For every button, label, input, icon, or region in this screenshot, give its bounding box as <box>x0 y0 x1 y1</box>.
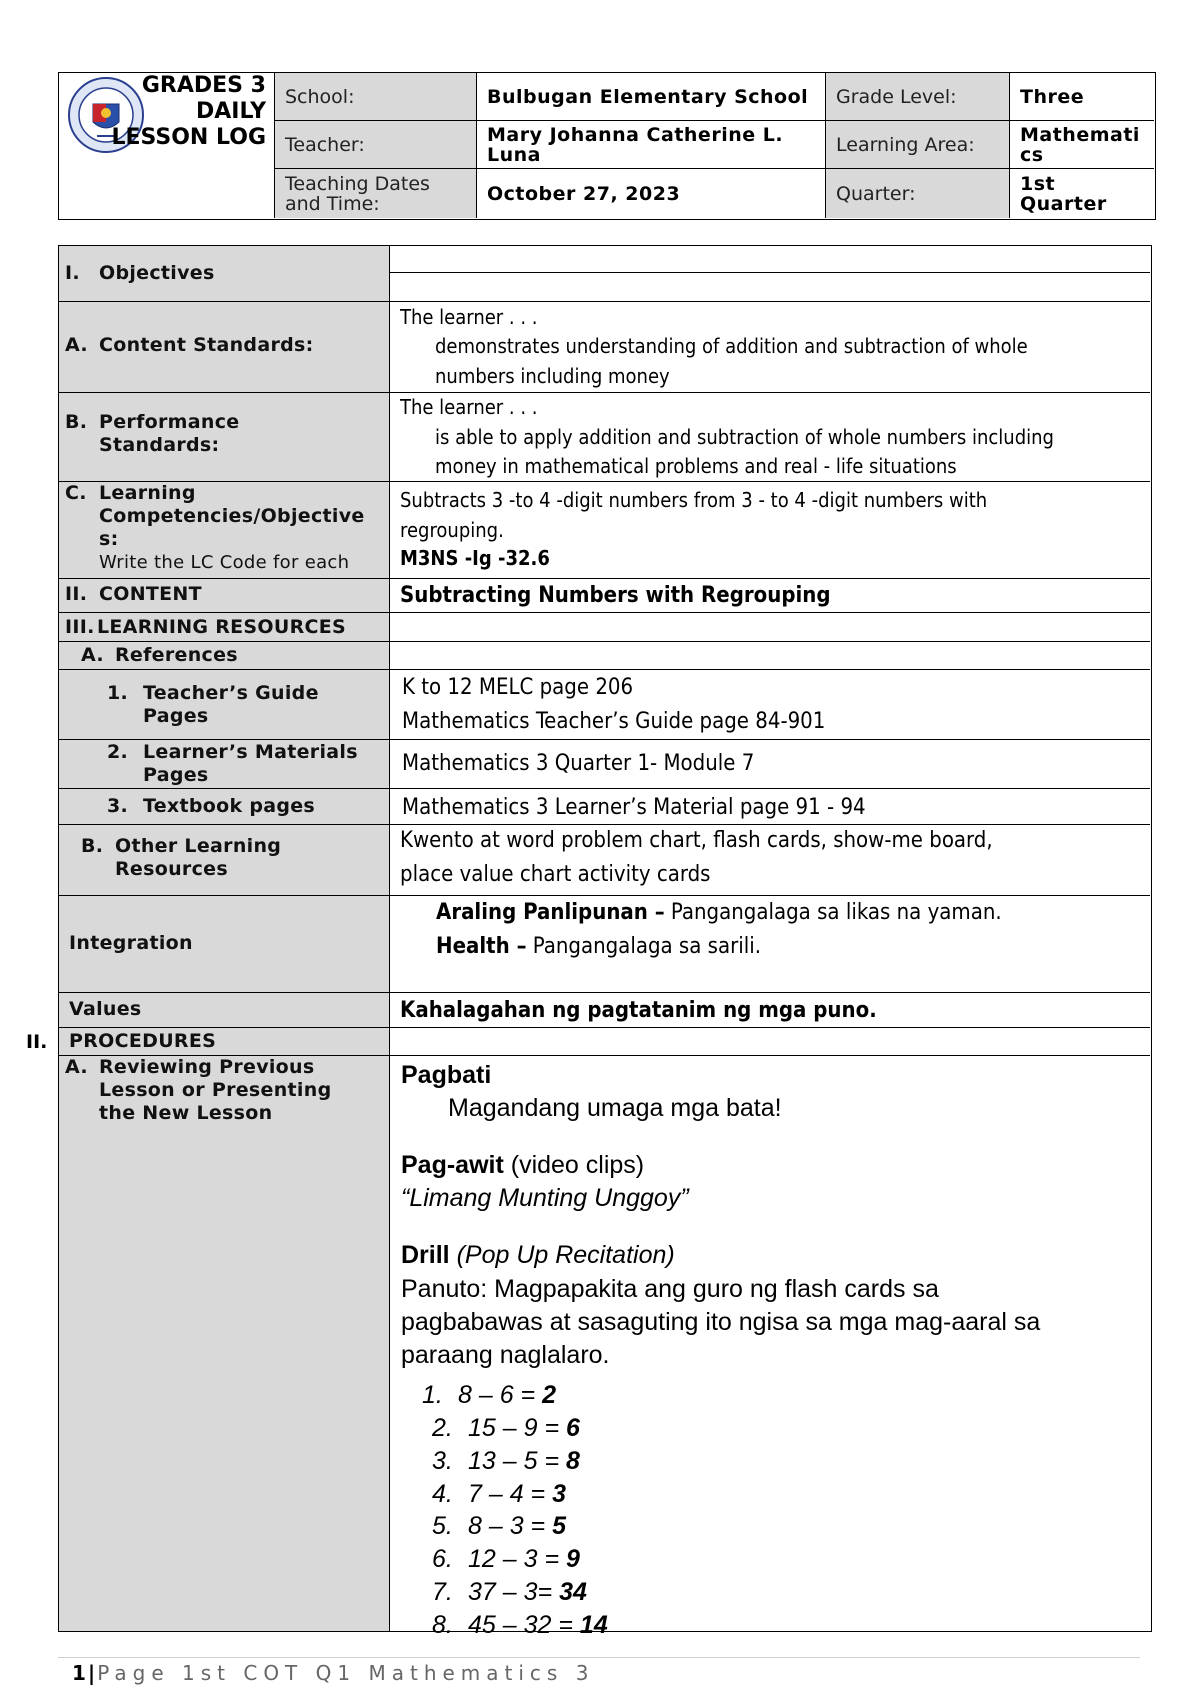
drill-item-num: 3. <box>432 1447 453 1475</box>
integration-row <box>59 896 1150 993</box>
performance-standards-label-1: Performance <box>99 411 240 433</box>
school-value: Bulbugan Elementary School <box>477 73 826 121</box>
learning-resources-num: III. <box>65 616 95 638</box>
other-resources-label-2: Resources <box>115 858 228 880</box>
references-num: A. <box>81 644 104 666</box>
performance-standards-num: B. <box>65 411 88 433</box>
content-value: Subtracting Numbers with Regrouping <box>400 583 831 608</box>
drill-item <box>432 1478 566 1511</box>
integration-text-2: Pangangalaga sa sarili. <box>526 934 762 959</box>
textbook-num: 3. <box>107 795 129 817</box>
drill-item <box>432 1445 580 1478</box>
performance-standards-line1: is able to apply addition and subtraction of whole numbers including <box>435 425 1054 449</box>
content-standards-label: Content Standards: <box>99 334 314 356</box>
drill-item-expr: 12 – 3 = <box>468 1545 560 1573</box>
objectives-row <box>59 246 1150 302</box>
objectives-num: I. <box>65 262 80 284</box>
song-note: (video clips) <box>503 1151 645 1179</box>
drill-instructions-2: pagbabawas at sasaguting ito ngisa sa mga mag-aaral sa <box>401 1308 1041 1336</box>
quarter-value: 1st Quarter <box>1020 172 1107 215</box>
drill-item-answer: 3 <box>552 1480 567 1508</box>
drill-item-expr: 8 – 6 = <box>458 1381 536 1409</box>
objectives-divider <box>390 272 1150 273</box>
teachers-guide-line2: Mathematics Teacher’s Guide page 84-901 <box>402 709 826 734</box>
textbook-value: Mathematics 3 Learner’s Material page 91 - 94 <box>402 795 866 820</box>
reviewing-label-1: Reviewing Previous <box>99 1056 315 1078</box>
other-resources-line1: Kwento at word problem chart, flash cards, show-me board, <box>400 828 993 853</box>
procedures-row <box>59 1028 1150 1056</box>
learners-materials-row <box>59 740 1150 789</box>
song-title: Pag-awit <box>401 1151 504 1179</box>
competencies-row <box>59 482 1150 579</box>
page-footer <box>72 1661 594 1685</box>
drill-item <box>432 1576 587 1609</box>
footer-rule <box>58 1657 1140 1658</box>
competencies-sub-label: Write the LC Code for each <box>99 552 350 573</box>
footer-sep: | <box>87 1661 98 1685</box>
song-name: “Limang Munting Unggoy” <box>401 1184 689 1212</box>
other-resources-row <box>59 825 1150 896</box>
drill-item-expr: 45 – 32 = <box>468 1611 573 1639</box>
integration-subject-2: Health – <box>436 934 527 959</box>
dates-label: Teaching Dates and Time: <box>275 169 477 218</box>
drill-item-answer: 5 <box>552 1512 567 1540</box>
title-box <box>59 73 275 218</box>
reviewing-label-2: Lesson or Presenting <box>99 1079 332 1101</box>
competencies-label-3: s: <box>99 528 119 550</box>
drill-item-num: 2. <box>432 1414 453 1442</box>
drill-note: (Pop Up Recitation) <box>449 1241 675 1269</box>
drill-item <box>422 1379 556 1412</box>
references-label: References <box>115 644 238 666</box>
drill-item-num: 7. <box>432 1578 453 1606</box>
teachers-guide-num: 1. <box>107 682 129 704</box>
teacher-value: Mary Johanna Catherine L. Luna <box>477 121 826 169</box>
header-table <box>58 72 1156 220</box>
greeting-title: Pagbati <box>401 1061 492 1089</box>
competencies-label-1: Learning <box>99 482 196 504</box>
drill-item <box>432 1412 580 1445</box>
learning-area-label: Learning Area: <box>826 121 1010 169</box>
competencies-line1: Subtracts 3 -to 4 -digit numbers from 3 - to 4 -digit numbers with <box>400 488 988 512</box>
learners-materials-value: Mathematics 3 Quarter 1- Module 7 <box>402 751 755 776</box>
other-resources-label-1: Other Learning <box>115 835 282 857</box>
title-line-3: LESSON LOG <box>111 125 266 150</box>
performance-standards-row <box>59 393 1150 482</box>
objectives-label: Objectives <box>99 262 215 284</box>
performance-standards-line2: money in mathematical problems and real - life situations <box>435 454 957 478</box>
other-resources-num: B. <box>81 835 104 857</box>
learning-resources-row <box>59 613 1150 642</box>
content-label: CONTENT <box>99 583 202 605</box>
content-standards-row <box>59 302 1150 393</box>
integration-subject-1: Araling Panlipunan – <box>436 900 665 925</box>
references-row <box>59 642 1150 670</box>
performance-standards-label-2: Standards: <box>99 434 220 456</box>
dates-value: October 27, 2023 <box>477 169 826 218</box>
drill-item-num: 6. <box>432 1545 453 1573</box>
teachers-guide-label-1: Teacher’s Guide <box>143 682 319 704</box>
drill-item-num: 5. <box>432 1512 453 1540</box>
content-row <box>59 579 1150 613</box>
learners-materials-label-1: Learner’s Materials <box>143 741 358 763</box>
school-label: School: <box>275 73 477 121</box>
drill-item-expr: 7 – 4 = <box>468 1480 546 1508</box>
title-line-2: DAILY <box>196 99 266 124</box>
learning-resources-label: LEARNING RESOURCES <box>97 616 347 638</box>
other-resources-line2: place value chart activity cards <box>400 862 711 887</box>
competencies-num: C. <box>65 482 87 504</box>
footer-text: Page 1st COT Q1 Mathematics 3 <box>97 1661 595 1685</box>
teacher-label: Teacher: <box>275 121 477 169</box>
reviewing-row <box>59 1056 1150 1639</box>
content-standards-line1: demonstrates understanding of addition and subtraction of whole <box>435 334 1028 358</box>
values-value: Kahalagahan ng pagtatanim ng mga puno. <box>400 998 877 1023</box>
learning-area-value: Mathematics <box>1010 121 1154 169</box>
reviewing-label-3: the New Lesson <box>99 1102 273 1124</box>
teachers-guide-line1: K to 12 MELC page 206 <box>402 675 634 700</box>
procedures-outside-num: II. <box>26 1031 48 1053</box>
drill-item-expr: 8 – 3 = <box>468 1512 546 1540</box>
drill-item <box>432 1543 580 1576</box>
drill-item-answer: 9 <box>566 1545 580 1573</box>
drill-item-expr: 15 – 9 = <box>468 1414 560 1442</box>
quarter-label: Quarter: <box>826 169 1010 218</box>
integration-label: Integration <box>69 932 193 954</box>
teachers-guide-label-2: Pages <box>143 705 209 727</box>
procedures-label: PROCEDURES <box>69 1030 217 1052</box>
content-num: II. <box>65 583 88 605</box>
drill-item-answer: 6 <box>566 1414 580 1442</box>
drill-item-num: 1. <box>422 1381 443 1409</box>
grade-level-label: Grade Level: <box>826 73 1010 121</box>
drill-item-num: 4. <box>432 1480 453 1508</box>
competencies-line2: regrouping. <box>400 518 504 542</box>
drill-item-expr: 37 – 3= <box>468 1578 553 1606</box>
teachers-guide-row <box>59 670 1150 740</box>
drill-item <box>432 1609 608 1642</box>
competencies-label-2: Competencies/Objective <box>99 505 365 527</box>
drill-item-answer: 8 <box>566 1447 580 1475</box>
values-row <box>59 993 1150 1028</box>
performance-standards-lead: The learner . . . <box>400 395 538 419</box>
textbook-label: Textbook pages <box>143 795 316 817</box>
drill-instructions-3: paraang naglalaro. <box>401 1341 610 1369</box>
textbook-row <box>59 789 1150 825</box>
drill-item-answer: 2 <box>542 1381 557 1409</box>
grade-level-value: Three <box>1010 73 1154 121</box>
values-label: Values <box>69 998 142 1020</box>
drill-item-answer: 34 <box>559 1578 587 1606</box>
integration-text-1: Pangangalaga sa likas na yaman. <box>664 900 1002 925</box>
drill-instructions-1: Panuto: Magpapakita ang guro ng flash cards sa <box>401 1275 939 1303</box>
drill-item-expr: 13 – 5 = <box>468 1447 560 1475</box>
greeting-text: Magandang umaga mga bata! <box>448 1094 782 1122</box>
drill-item-answer: 14 <box>579 1611 608 1639</box>
lesson-log-table <box>58 245 1152 1639</box>
competencies-code: M3NS -Ig -32.6 <box>400 546 550 570</box>
title-line-1: GRADES 3 <box>141 73 266 98</box>
drill-title: Drill <box>401 1241 450 1269</box>
content-standards-lead: The learner . . . <box>400 305 538 329</box>
learners-materials-num: 2. <box>107 741 129 763</box>
learners-materials-label-2: Pages <box>143 764 209 786</box>
content-standards-num: A. <box>65 334 88 356</box>
drill-item-num: 8. <box>432 1611 453 1639</box>
content-standards-line2: numbers including money <box>435 364 670 388</box>
reviewing-num: A. <box>65 1056 88 1078</box>
footer-page-num: 1 <box>72 1661 88 1685</box>
drill-item <box>432 1510 566 1543</box>
